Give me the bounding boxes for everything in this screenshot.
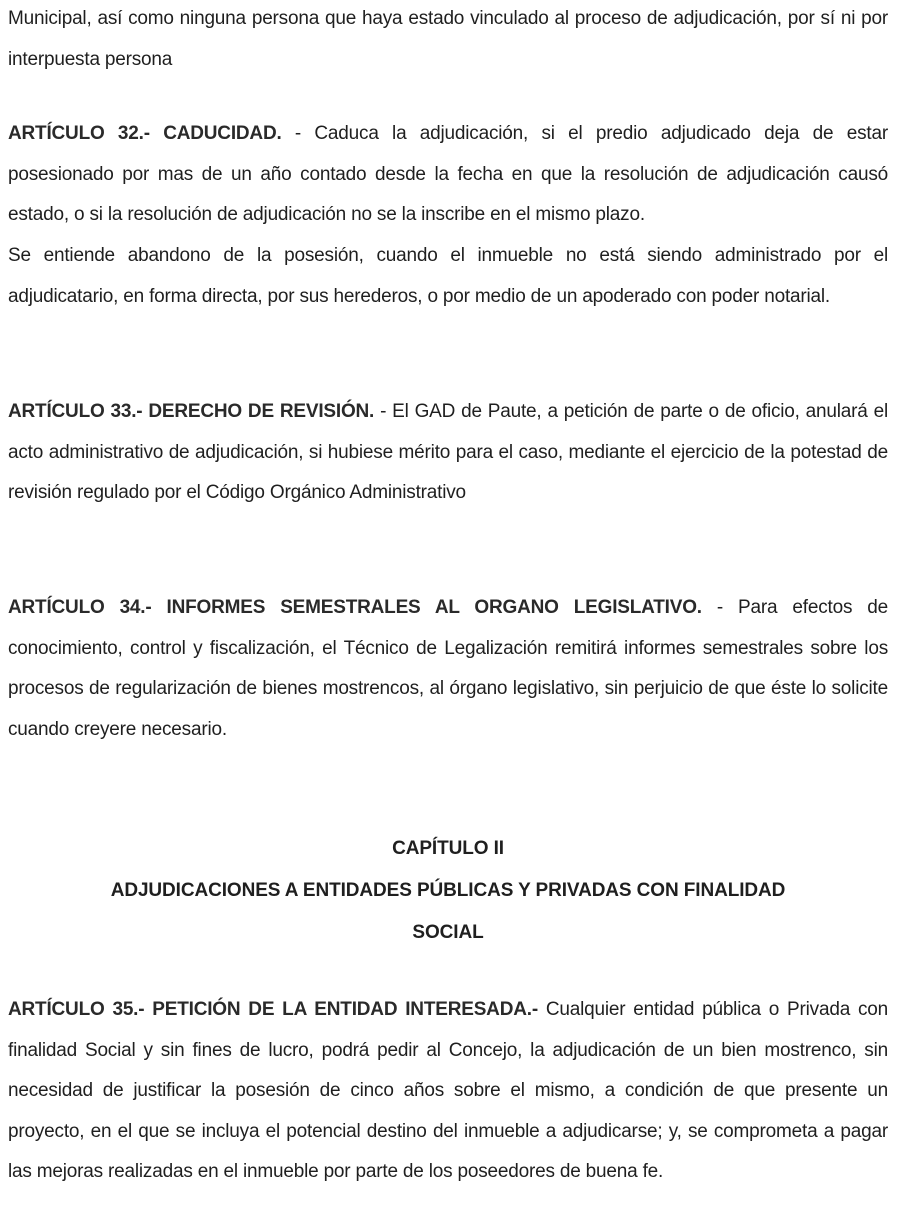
article-35-paragraph	[8, 990, 888, 1193]
article-32-paragraph	[8, 114, 888, 236]
article-35-body: Cualquier entidad pública o Privada con finalidad Social y sin fines de lucro, podrá pedir al Concejo, la adjudicación de un bien mostrenco, sin necesidad de justificar la posesión de cinco años sobre el mismo, a condición de que presente un proyecto, en el que se incluya el potencial destino del inmueble a adjudicarse; y, se comprometa a pagar las mejoras realizadas en el inmueble por parte de los poseedores de buena fe.	[8, 999, 888, 1182]
article-33-body: - El GAD de Paute, a petición de parte o de oficio, anulará el acto administrativo de adjudicación, si hubiese mérito para el caso, mediante el ejercicio de la potestad de revisión regulado por el Código Orgánico Administrativo	[8, 401, 888, 503]
chapter-subtitle-line-2: SOCIAL	[412, 922, 484, 943]
chapter-subtitle-line-1: ADJUDICACIONES A ENTIDADES PÚBLICAS Y PRIVADAS CON FINALIDAD	[110, 880, 786, 901]
article-32-heading: ARTÍCULO 32.- CADUCIDAD.	[8, 123, 282, 144]
chapter-title: CAPÍTULO II	[392, 838, 504, 859]
intro-paragraph	[8, 0, 888, 80]
article-33-heading: ARTÍCULO 33.- DERECHO DE REVISIÓN.	[8, 401, 375, 422]
article-35-heading: ARTÍCULO 35.- PETICIÓN DE LA ENTIDAD INTERESADA.-	[8, 999, 538, 1020]
article-34-paragraph	[8, 588, 888, 750]
article-33-paragraph	[8, 392, 888, 514]
article-32-body-2: Se entiende abandono de la posesión, cuando el inmueble no está siendo administrado por el adjudicatario, en forma directa, por sus herederos, o por medio de un apoderado con poder notarial.	[8, 245, 888, 307]
chapter-heading	[8, 828, 888, 954]
article-34-heading: ARTÍCULO 34.- INFORMES SEMESTRALES AL ORGANO LEGISLATIVO.	[8, 597, 702, 618]
article-34-body: - Para efectos de conocimiento, control y fiscalización, el Técnico de Legalización remitirá informes semestrales sobre los procesos de regularización de bienes mostrencos, al órgano legislativo, sin perjuicio de que éste lo solicite cuando creyere necesario.	[8, 597, 888, 740]
article-32-body: - Caduca la adjudicación, si el predio adjudicado deja de estar posesionado por mas de un año contado desde la fecha en que la resolución de adjudicación causó estado, o si la resolución de adjudicación no se la inscribe en el mismo plazo.	[8, 123, 888, 225]
intro-text: Municipal, así como ninguna persona que haya estado vinculado al proceso de adjudicación, por sí ni por interpuesta persona	[8, 8, 888, 70]
article-32-paragraph-2	[8, 236, 888, 317]
